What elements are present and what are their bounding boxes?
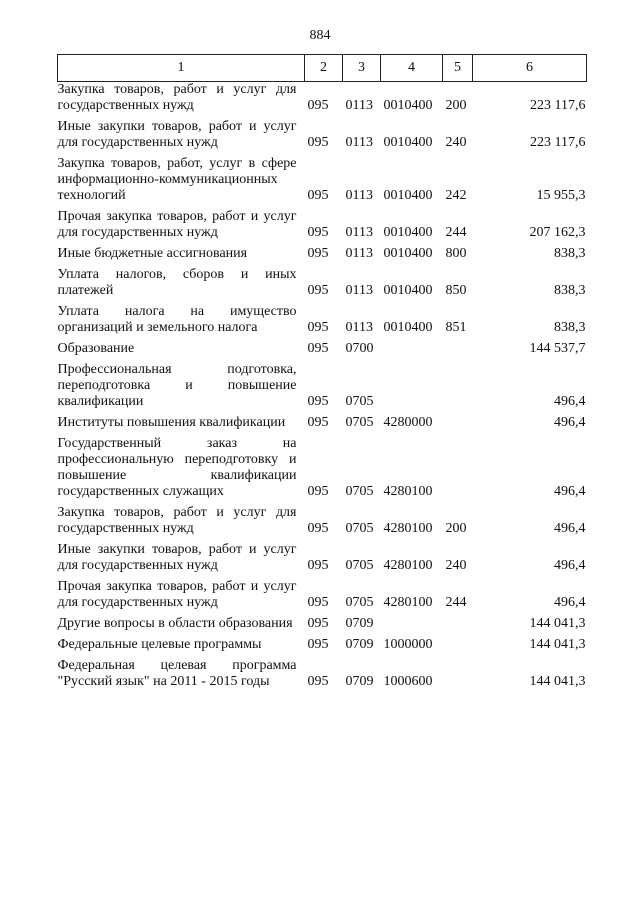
- row-name: Закупка товаров, работ, услуг в сфере информационно-коммуникационных технологий: [57, 156, 297, 203]
- table-row: [58, 637, 587, 658]
- table-row: [58, 246, 587, 267]
- row-target-code: 0010400: [383, 320, 433, 335]
- row-expense-type: [443, 362, 473, 415]
- row-name: Иные бюджетные ассигнования: [57, 246, 248, 261]
- row-expense-type: [443, 658, 473, 695]
- row-target-code: 4280100: [383, 484, 433, 499]
- row-name: Федеральная целевая программа "Русский язык" на 2011 - 2015 годы: [57, 658, 297, 689]
- row-amount: 223 117,6: [530, 98, 586, 113]
- row-amount: 496,4: [554, 558, 586, 573]
- row-ministry-code: 095: [307, 225, 329, 240]
- table-row: [58, 436, 587, 505]
- row-amount: 144 041,3: [529, 674, 586, 689]
- row-amount: 207 162,3: [529, 225, 586, 240]
- row-amount: 144 041,3: [529, 616, 586, 631]
- row-expense-type: [443, 436, 473, 505]
- row-target-code: [381, 341, 443, 362]
- row-ministry-code: 095: [307, 246, 329, 261]
- row-target-code: 4280000: [383, 415, 433, 430]
- row-section-code: 0705: [345, 595, 374, 610]
- row-expense-type: 240: [445, 558, 467, 573]
- row-expense-type: [443, 341, 473, 362]
- table-row: [58, 209, 587, 246]
- row-name: Прочая закупка товаров, работ и услуг для государственных нужд: [57, 579, 297, 610]
- row-amount: 838,3: [554, 246, 586, 261]
- row-amount: 838,3: [554, 283, 586, 298]
- row-name: Государственный заказ на профессиональную переподготовку и повышение квалификации государственных служащих: [57, 436, 297, 499]
- row-section-code: 0705: [345, 521, 374, 536]
- row-expense-type: 242: [445, 188, 467, 203]
- row-target-code: 0010400: [383, 135, 433, 150]
- row-section-code: 0705: [345, 484, 374, 499]
- row-section-code: 0113: [345, 283, 373, 298]
- row-name: Институты повышения квалификации: [57, 415, 286, 430]
- column-header-1: 1: [58, 55, 305, 82]
- row-expense-type: 244: [445, 595, 467, 610]
- row-name: Закупка товаров, работ и услуг для государственных нужд: [57, 505, 297, 536]
- row-section-code: 0700: [345, 341, 374, 356]
- row-section-code: 0113: [345, 246, 373, 261]
- row-expense-type: 850: [445, 283, 467, 298]
- row-target-code: 0010400: [383, 246, 433, 261]
- row-ministry-code: 095: [307, 283, 329, 298]
- row-section-code: 0113: [345, 188, 373, 203]
- column-header-2: 2: [305, 55, 343, 82]
- table-row: [58, 341, 587, 362]
- row-ministry-code: 095: [307, 558, 329, 573]
- row-name: Прочая закупка товаров, работ и услуг для государственных нужд: [57, 209, 297, 240]
- row-amount: 144 537,7: [529, 341, 586, 356]
- table-row: [58, 542, 587, 579]
- row-section-code: 0113: [345, 98, 373, 113]
- row-expense-type: 851: [445, 320, 467, 335]
- row-target-code: 0010400: [383, 283, 433, 298]
- row-target-code: 4280100: [383, 595, 433, 610]
- table-row: [58, 82, 587, 120]
- row-amount: 496,4: [554, 415, 586, 430]
- table-row: [58, 267, 587, 304]
- row-name: Профессиональная подготовка, переподготовка и повышение квалификации: [57, 362, 297, 409]
- table-row: [58, 505, 587, 542]
- column-header-5: 5: [443, 55, 473, 82]
- row-ministry-code: 095: [307, 188, 329, 203]
- row-ministry-code: 095: [307, 521, 329, 536]
- row-name: Уплата налогов, сборов и иных платежей: [57, 267, 297, 298]
- row-ministry-code: 095: [307, 135, 329, 150]
- table-row: [58, 304, 587, 341]
- row-amount: 223 117,6: [530, 135, 586, 150]
- row-name: Закупка товаров, работ и услуг для государственных нужд: [57, 82, 297, 113]
- row-target-code: 0010400: [383, 98, 433, 113]
- row-expense-type: [443, 616, 473, 637]
- row-amount: 496,4: [554, 394, 586, 409]
- row-name: Иные закупки товаров, работ и услуг для государственных нужд: [57, 542, 297, 573]
- table-row: [58, 415, 587, 436]
- row-section-code: 0709: [345, 637, 374, 652]
- row-section-code: 0113: [345, 320, 373, 335]
- row-ministry-code: 095: [307, 637, 329, 652]
- row-target-code: 4280100: [383, 558, 433, 573]
- row-section-code: 0709: [345, 674, 374, 689]
- row-target-code: [381, 616, 443, 637]
- table-header-row: [58, 55, 587, 82]
- table-row: [58, 579, 587, 616]
- table-row: [58, 616, 587, 637]
- table-row: [58, 658, 587, 695]
- row-section-code: 0113: [345, 135, 373, 150]
- row-expense-type: 240: [445, 135, 467, 150]
- row-ministry-code: 095: [307, 341, 329, 356]
- row-target-code: [381, 362, 443, 415]
- row-expense-type: [443, 415, 473, 436]
- row-ministry-code: 095: [307, 98, 329, 113]
- row-section-code: 0705: [345, 558, 374, 573]
- row-expense-type: 200: [445, 98, 467, 113]
- table-row: [58, 119, 587, 156]
- row-expense-type: 800: [445, 246, 467, 261]
- row-amount: 15 955,3: [536, 188, 586, 203]
- row-expense-type: [443, 637, 473, 658]
- row-name: Иные закупки товаров, работ и услуг для государственных нужд: [57, 119, 297, 150]
- row-section-code: 0705: [345, 394, 374, 409]
- row-name: Федеральные целевые программы: [57, 637, 262, 652]
- row-ministry-code: 095: [307, 320, 329, 335]
- row-target-code: 4280100: [383, 521, 433, 536]
- row-amount: 144 041,3: [529, 637, 586, 652]
- row-ministry-code: 095: [307, 616, 329, 631]
- row-target-code: 0010400: [383, 188, 433, 203]
- row-amount: 496,4: [554, 484, 586, 499]
- row-target-code: 1000000: [383, 637, 433, 652]
- row-ministry-code: 095: [307, 415, 329, 430]
- row-amount: 838,3: [554, 320, 586, 335]
- row-name: Другие вопросы в области образования: [57, 616, 293, 631]
- row-ministry-code: 095: [307, 674, 329, 689]
- row-name: Образование: [57, 341, 135, 356]
- table-row: [58, 156, 587, 209]
- row-amount: 496,4: [554, 595, 586, 610]
- row-amount: 496,4: [554, 521, 586, 536]
- row-ministry-code: 095: [307, 484, 329, 499]
- row-target-code: 1000600: [383, 674, 433, 689]
- row-target-code: 0010400: [383, 225, 433, 240]
- table-row: [58, 362, 587, 415]
- budget-table: [57, 54, 587, 695]
- row-expense-type: 200: [445, 521, 467, 536]
- row-section-code: 0113: [345, 225, 373, 240]
- row-ministry-code: 095: [307, 595, 329, 610]
- row-name: Уплата налога на имущество организаций и земельного налога: [57, 304, 297, 335]
- column-header-6: 6: [473, 55, 587, 82]
- row-ministry-code: 095: [307, 394, 329, 409]
- row-section-code: 0709: [345, 616, 374, 631]
- column-header-4: 4: [381, 55, 443, 82]
- row-expense-type: 244: [445, 225, 467, 240]
- row-section-code: 0705: [345, 415, 374, 430]
- page-number: 884: [309, 28, 331, 43]
- column-header-3: 3: [343, 55, 381, 82]
